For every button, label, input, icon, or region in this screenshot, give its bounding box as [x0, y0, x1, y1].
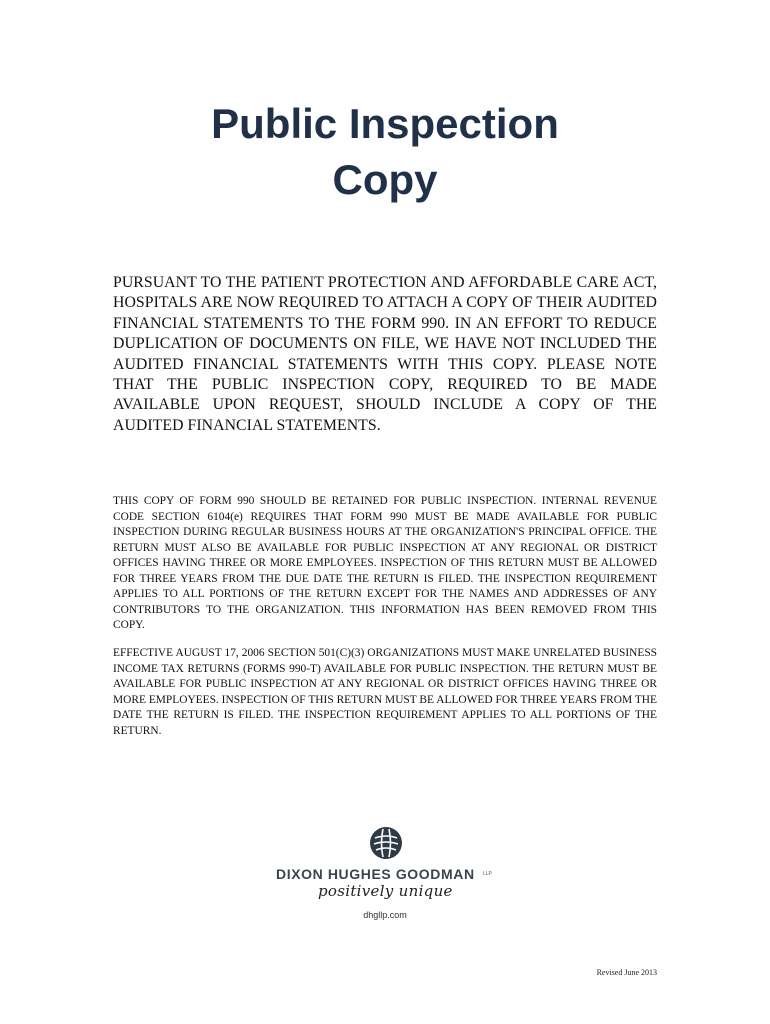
- page-title-line-2: Copy: [332, 156, 438, 203]
- revised-date: Revised June 2013: [596, 968, 657, 977]
- firm-suffix: LLP: [483, 871, 492, 877]
- firm-website: dhgllp.com: [363, 910, 407, 920]
- firm-name: DIXON HUGHES GOODMAN: [276, 866, 475, 882]
- audited-statements-notice: PURSUANT TO THE PATIENT PROTECTION AND AFFORDABLE CARE ACT, HOSPITALS ARE NOW REQUIRED TO ATTACH A COPY OF THEIR AUDITED FINANCIAL STATEMENTS TO THE FORM 990. IN AN EFFORT TO REDUCE DUPLICATION OF DOCUMENTS ON FILE, WE HAVE NOT INCLUDED THE AUDITED FINANCIAL STATEMENTS WITH THIS COPY. PLEASE NOTE THAT THE PUBLIC INSPECTION COPY, REQUIRED TO BE MADE AVAILABLE UPON REQUEST, SHOULD INCLUDE A COPY OF THE AUDITED FINANCIAL STATEMENTS.: [113, 274, 657, 434]
- form-990t-inspection-paragraph: EFFECTIVE AUGUST 17, 2006 SECTION 501(C)(3) ORGANIZATIONS MUST MAKE UNRELATED BUSINESS INCOME TAX RETURNS (FORMS 990-T) AVAILABLE FOR PUBLIC INSPECTION. THE RETURN MUST BE AVAILABLE FOR PUBLIC INSPECTION AT ANY REGIONAL OR DISTRICT OFFICES HAVING THREE OR MORE EMPLOYEES. INSPECTION OF THIS RETURN MUST BE ALLOWED FOR THREE YEARS FROM THE DATE THE RETURN IS FILED. THE INSPECTION REQUIREMENT APPLIES TO ALL PORTIONS OF THE RETURN.: [113, 647, 657, 737]
- firm-tagline: positively unique: [318, 882, 453, 900]
- globe-logo-icon: [369, 826, 403, 860]
- form-990-inspection-paragraph: THIS COPY OF FORM 990 SHOULD BE RETAINED FOR PUBLIC INSPECTION. INTERNAL REVENUE CODE SECTION 6104(e) REQUIRES THAT FORM 990 MUST BE MADE AVAILABLE FOR PUBLIC INSPECTION DURING REGULAR BUSINESS HOURS AT THE ORGANIZATION'S PRINCIPAL OFFICE. THE RETURN MUST ALSO BE AVAILABLE FOR PUBLIC INSPECTION AT ANY REGIONAL OR DISTRICT OFFICES HAVING THREE OR MORE EMPLOYEES. INSPECTION OF THIS RETURN MUST BE ALLOWED FOR THREE YEARS FROM THE DUE DATE THE RETURN IS FILED. THE INSPECTION REQUIREMENT APPLIES TO ALL PORTIONS OF THE RETURN EXCEPT FOR THE NAMES AND ADDRESSES OF ANY CONTRIBUTORS TO THE ORGANIZATION. THIS INFORMATION HAS BEEN REMOVED FROM THIS COPY.: [113, 495, 657, 631]
- page-title-line-1: Public Inspection: [211, 100, 559, 147]
